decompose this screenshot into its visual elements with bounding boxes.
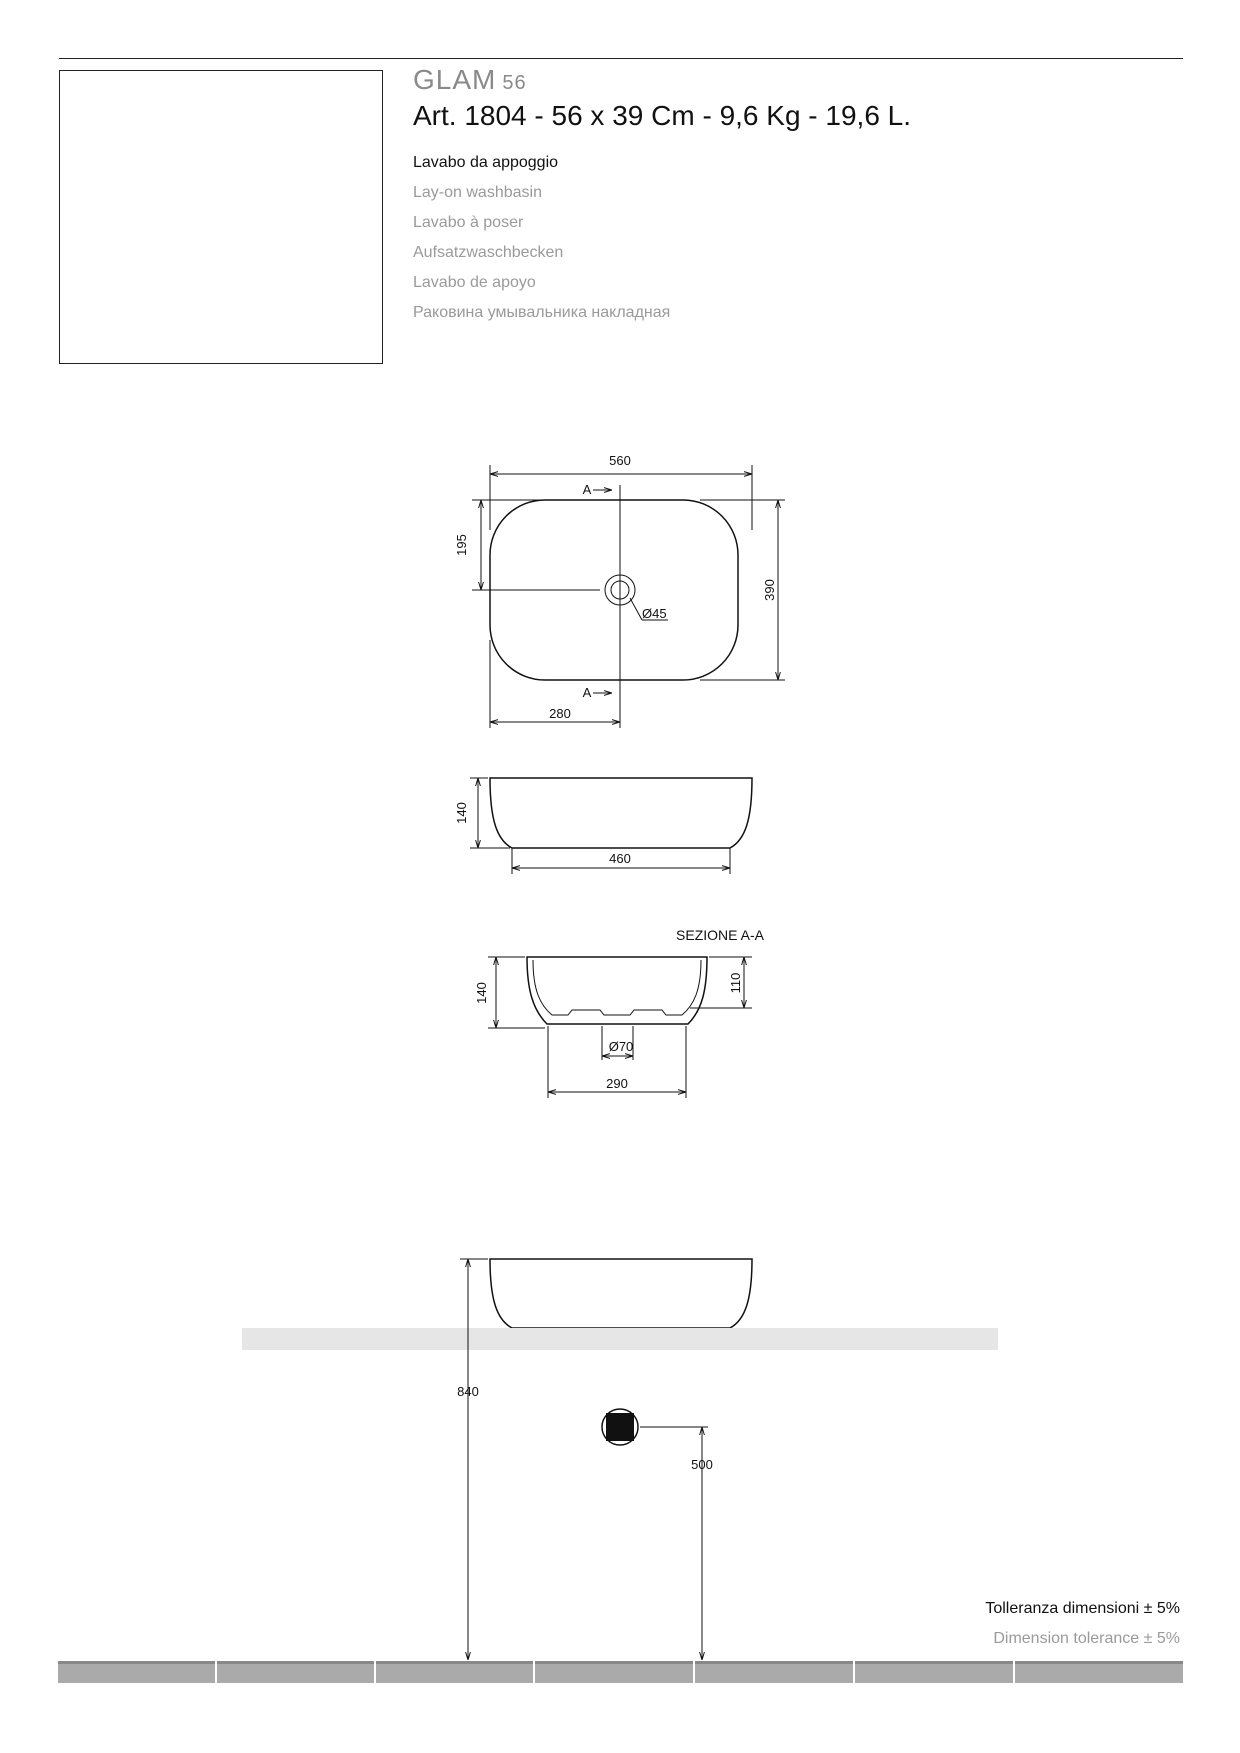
- label-half-depth: 195: [454, 534, 469, 556]
- label-depth: 390: [762, 579, 777, 601]
- tolerance-italian: Tolleranza dimensioni ± 5%: [985, 1600, 1180, 1617]
- basin-side-outline: [490, 778, 752, 848]
- label-section-a-bottom: A: [582, 685, 592, 700]
- description-it: Lavabo da appoggio: [413, 154, 559, 171]
- countertop: [242, 1328, 998, 1350]
- floor-segment: [855, 1661, 1013, 1683]
- label-base-460: 460: [609, 851, 631, 866]
- label-drain-45: Ø45: [642, 606, 667, 621]
- label-section-height: 140: [474, 982, 489, 1004]
- label-section-a-top: A: [582, 482, 592, 497]
- label-base-290: 290: [606, 1076, 628, 1091]
- floor-segment: [58, 1661, 215, 1683]
- floor-segment: [695, 1661, 853, 1683]
- article-line: Art. 1804 - 56 x 39 Cm - 9,6 Kg - 19,6 L.: [413, 100, 912, 131]
- top-view: [472, 465, 785, 728]
- label-drain-height: 500: [691, 1457, 713, 1472]
- series-size: 56: [502, 72, 527, 94]
- label-inner-depth: 110: [728, 972, 743, 994]
- floor-segment: [1015, 1661, 1183, 1683]
- floor-line: [58, 1661, 1183, 1683]
- label-side-height: 140: [454, 802, 469, 824]
- label-rim-height: 840: [457, 1384, 479, 1399]
- tolerance-english: Dimension tolerance ± 5%: [993, 1630, 1180, 1647]
- series-name: GLAM: [413, 64, 497, 95]
- floor-segment: [535, 1661, 693, 1683]
- section-title: SEZIONE A-A: [676, 927, 764, 943]
- drain-symbol: [606, 1413, 634, 1441]
- description-es: Lavabo de apoyo: [413, 274, 536, 291]
- floor-segment: [376, 1661, 533, 1683]
- label-width: 560: [609, 453, 631, 468]
- basin-section-outer: [527, 957, 707, 1024]
- basin-installed-outline: [490, 1259, 752, 1328]
- floor-segment: [217, 1661, 374, 1683]
- description-de: Aufsatzwaschbecken: [413, 244, 564, 261]
- label-drain-70: Ø70: [608, 1039, 634, 1054]
- description-ru: Раковина умывальника накладная: [413, 304, 671, 321]
- basin-section-inner: [533, 960, 701, 1015]
- installation-view: [242, 1259, 998, 1660]
- description-en: Lay-on washbasin: [413, 184, 542, 201]
- label-half-width: 280: [549, 706, 571, 721]
- description-fr: Lavabo à poser: [413, 214, 524, 231]
